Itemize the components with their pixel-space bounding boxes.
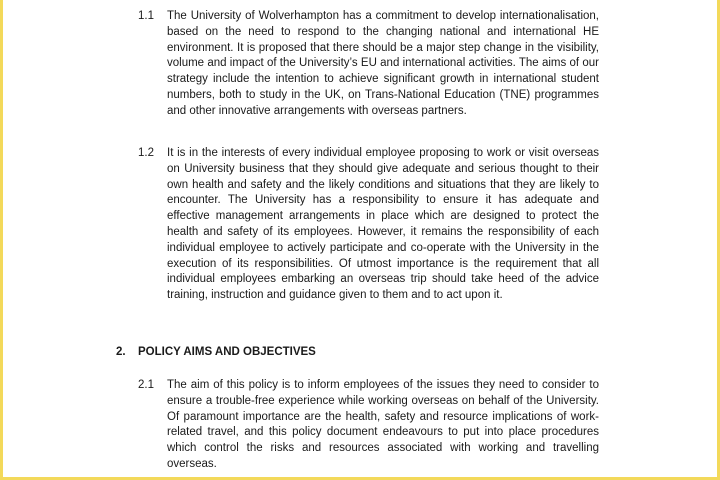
section-number-1-2: 1.2: [138, 147, 154, 159]
paragraph-1-2: It is in the interests of every individual employee proposing to work or visit overseas on University business that they should give adequate and serious thought to their own health and safety and the likely conditions and situations that they are likely to encounter. The University has a responsibility to ensure it has adequate and effective management arrangements in place which are designed to protect the health and safety of its employees. However, it remains the responsibility of each individual employee to actively participate and co-operate with the University in the execution of its responsibilities. Of utmost importance is the requirement that all individual employees embarking an overseas trip should take heed of the advice training, instruction and guidance given to them and to act upon it.: [167, 147, 599, 302]
section-number-1-1: 1.1: [138, 10, 154, 22]
section-number-2-1: 2.1: [138, 379, 154, 391]
paragraph-2-1: The aim of this policy is to inform employees of the issues they need to consider to ensure a trouble-free experience while working overseas on behalf of the University. Of paramount importance are the health, safety and resource implications of work-related travel, and this policy document endeavours to put into place procedures which control the risks and resources associated with working and travelling overseas.: [167, 379, 599, 470]
heading-number: 2.: [116, 346, 126, 358]
paragraph-1-1: The University of Wolverhampton has a commitment to develop internationalisation, based on the need to respond to the changing national and international HE environment. It is proposed that there should be a major step change in the visibility, volume and impact of the University’s EU and international activities. The aims of our strategy include the intention to achieve significant growth in international student numbers, both to study in the UK, on Trans-National Education (TNE) programmes and other innovative arrangements with overseas partners.: [167, 10, 599, 117]
section-heading: POLICY AIMS AND OBJECTIVES: [138, 346, 316, 358]
